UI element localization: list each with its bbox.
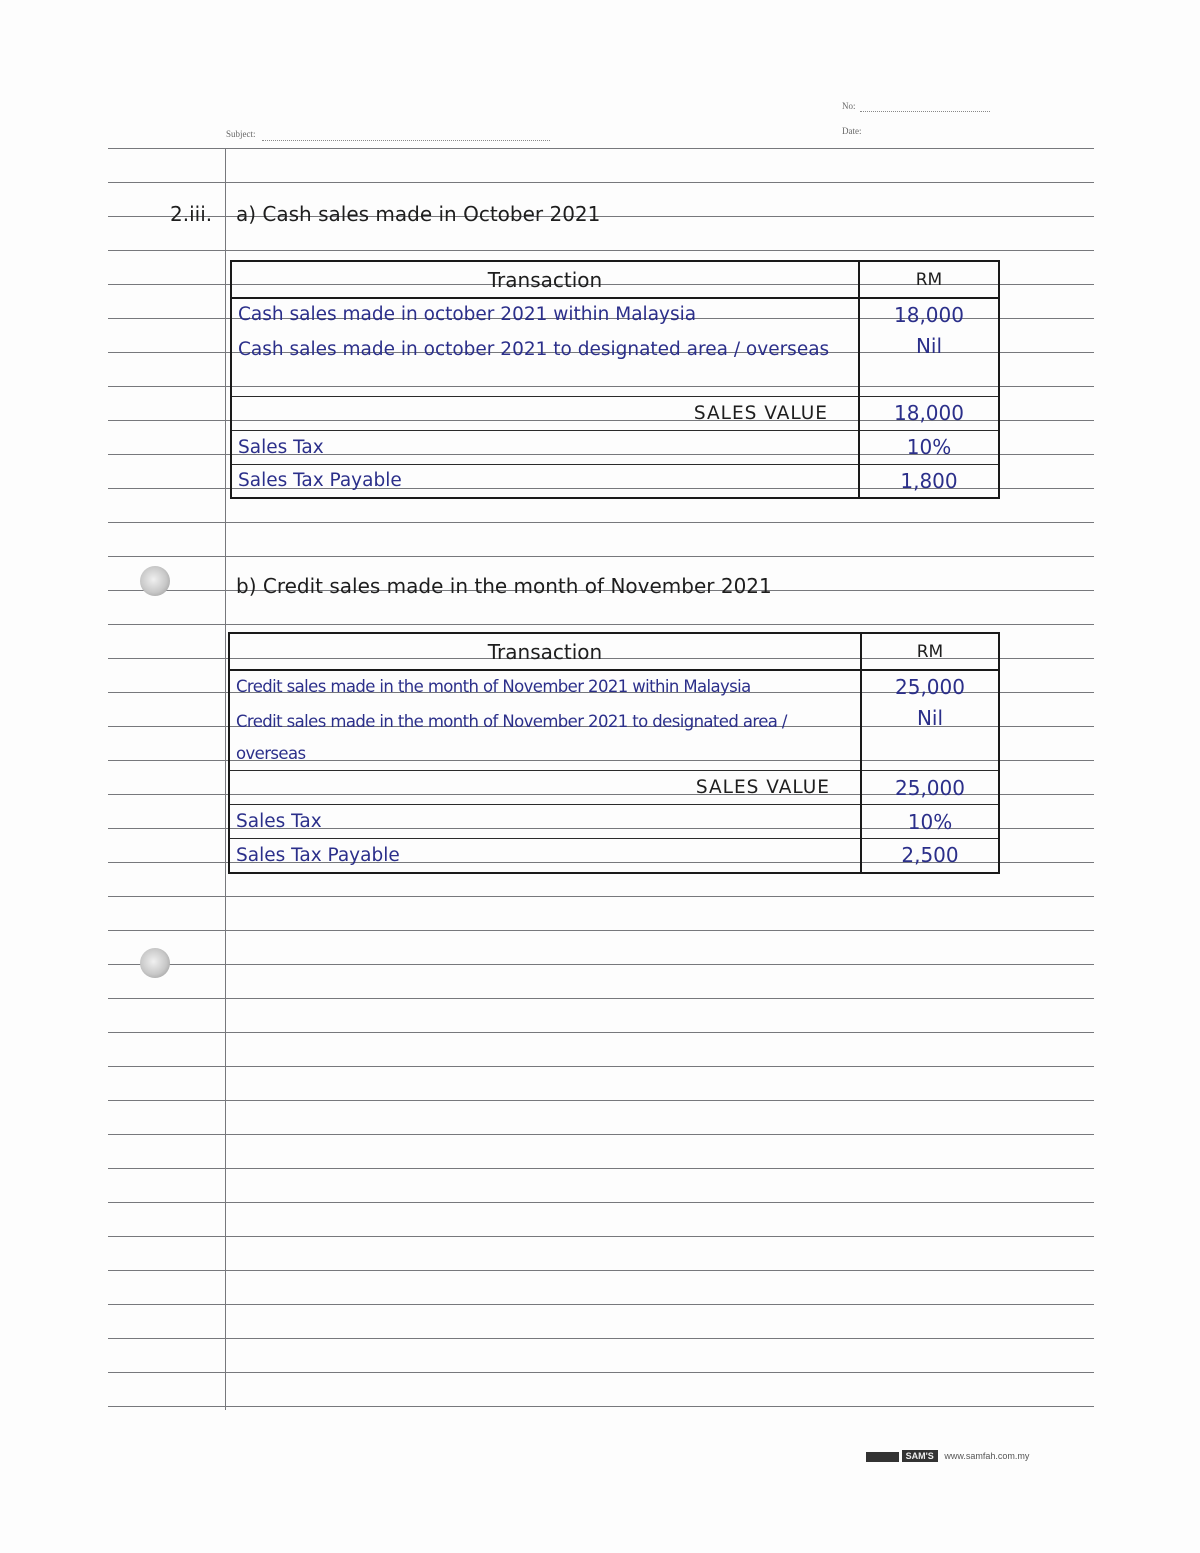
- sales-tax-row: [231, 430, 999, 464]
- page-footer: [866, 1450, 1029, 1462]
- sales-value-row: [229, 771, 999, 805]
- part-a-heading: a) Cash sales made in October 2021: [236, 202, 601, 226]
- col-rm-header: RM: [861, 633, 999, 670]
- ruled-line: [108, 1236, 1094, 1237]
- ruled-line: [108, 1134, 1094, 1135]
- part-b-heading: b) Credit sales made in the month of November 2021: [236, 574, 772, 598]
- punch-hole: [140, 948, 170, 978]
- sales-tax-rate: 10%: [861, 805, 999, 839]
- row-label: Credit sales made in the month of November 2021 within Malaysia: [229, 670, 861, 702]
- col-rm-header: RM: [859, 261, 999, 298]
- ruled-line: [108, 930, 1094, 931]
- date-label: Date:: [842, 126, 862, 136]
- ruled-line: [108, 1270, 1094, 1271]
- brand-logo: SAM'S: [902, 1450, 938, 1462]
- sales-tax-payable-label: Sales Tax Payable: [229, 839, 861, 873]
- ruled-line: [108, 624, 1094, 625]
- sales-tax-label: Sales Tax: [231, 430, 859, 464]
- ruled-line: [108, 1032, 1094, 1033]
- punch-hole: [140, 566, 170, 596]
- ruled-line: [108, 1372, 1094, 1373]
- ruled-line: [108, 896, 1094, 897]
- ruled-line: [108, 1202, 1094, 1203]
- subject-label: Subject:: [226, 129, 256, 139]
- ruled-line: [108, 1338, 1094, 1339]
- ruled-line: [108, 964, 1094, 965]
- margin-line: [225, 148, 226, 1410]
- part-a-table: [230, 260, 1000, 499]
- row-label: Cash sales made in october 2021 within Malaysia: [231, 298, 859, 330]
- table-header-row: [231, 261, 999, 298]
- row-label: Cash sales made in october 2021 to designated area / overseas: [231, 330, 859, 396]
- ruled-line: [108, 556, 1094, 557]
- part-b-table: [228, 632, 1000, 874]
- sales-tax-payable-amount: 1,800: [900, 468, 958, 493]
- subject-dotted-line: [262, 140, 550, 141]
- row-value: 25,000: [895, 674, 965, 699]
- question-number: 2.iii.: [170, 202, 213, 226]
- col-transaction-header: Transaction: [229, 633, 861, 670]
- row-value: Nil: [859, 330, 999, 396]
- table-header-row: [229, 633, 999, 670]
- sales-tax-label: Sales Tax: [229, 805, 861, 839]
- sales-tax-row: [229, 805, 999, 839]
- sales-tax-rate: 10%: [859, 430, 999, 464]
- ruled-line: [108, 1066, 1094, 1067]
- sales-value-label: SALES VALUE: [229, 771, 861, 805]
- table-row: [229, 670, 999, 702]
- sales-tax-payable-label: Sales Tax Payable: [231, 464, 859, 498]
- sales-value-amount: 18,000: [859, 396, 999, 430]
- ruled-line: [108, 182, 1094, 183]
- sales-value-amount: 25,000: [861, 771, 999, 805]
- col-transaction-header: Transaction: [231, 261, 859, 298]
- table-row: [229, 702, 999, 771]
- no-label: No:: [842, 101, 856, 111]
- ruled-line: [108, 1406, 1094, 1407]
- no-dotted-line: [860, 111, 990, 112]
- brand-tagline-block: [866, 1452, 899, 1462]
- row-label: Credit sales made in the month of November 2021 to designated area / overseas: [229, 702, 861, 771]
- ruled-line: [108, 1168, 1094, 1169]
- row-value: Nil: [861, 702, 999, 771]
- table-row: [231, 330, 999, 396]
- sales-value-label: SALES VALUE: [231, 396, 859, 430]
- sales-tax-payable-row: [229, 839, 999, 873]
- ruled-line: [108, 148, 1094, 149]
- ruled-line: [108, 998, 1094, 999]
- sales-tax-payable-amount: 2,500: [901, 843, 959, 868]
- sales-value-row: [231, 396, 999, 430]
- ruled-line: [108, 522, 1094, 523]
- ruled-line: [108, 1304, 1094, 1305]
- ruled-line: [108, 1100, 1094, 1101]
- ruled-line: [108, 250, 1094, 251]
- footer-url: www.samfah.com.my: [944, 1451, 1030, 1461]
- table-row: [231, 298, 999, 330]
- sales-tax-payable-row: [231, 464, 999, 498]
- row-value: 18,000: [894, 302, 964, 327]
